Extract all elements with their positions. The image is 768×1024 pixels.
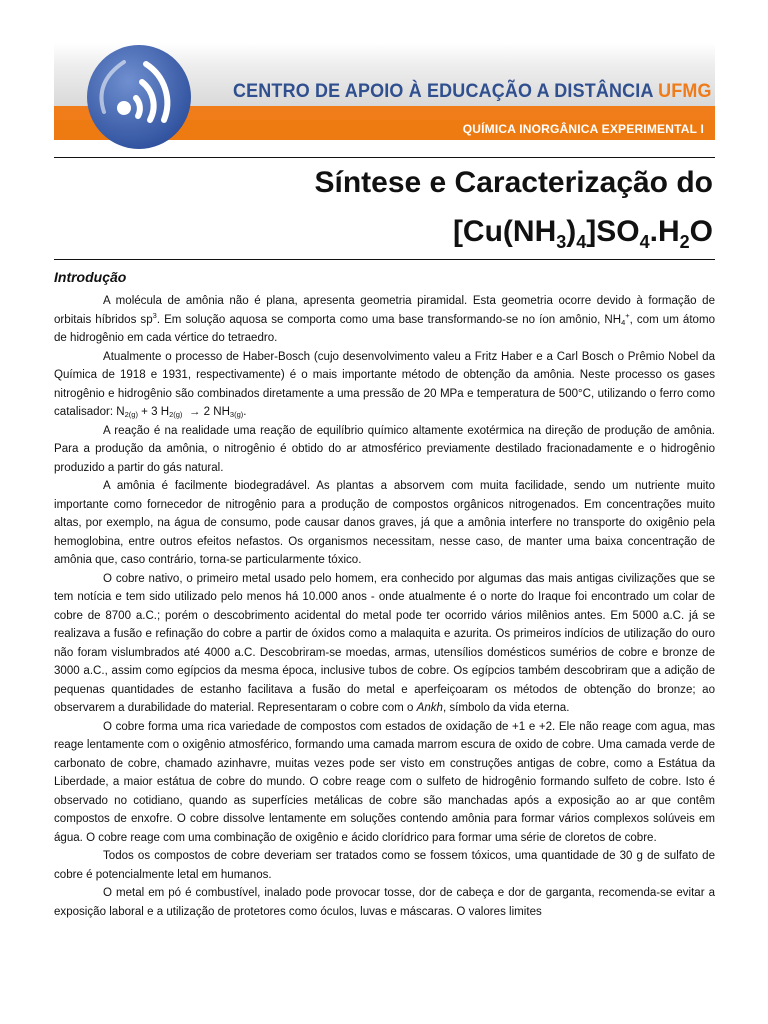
body-text [54,292,715,921]
paragraph-8: O metal em pó é combustível, inalado pode provocar tosse, dor de cabeça e dor de garganta, recomenda-se evitar a exposição laboral e a utilização de protetores como óculos, luvas e máscaras. O valores limites [54,887,715,918]
page-title-line1: Síntese e Caracterização do [314,166,713,199]
page-title-formula: $[Cu(NH_3)_4]SO_4.H_2O$ [452,215,713,252]
title-top-rule [54,157,715,158]
header-banner [0,0,768,160]
institution-accent: UFMG [658,80,712,102]
course-name: QUÍMICA INORGÂNICA EXPERIMENTAL I [462,122,704,136]
ufmg-logo-icon [84,42,194,152]
paragraph-1: A molécula de amônia não é plana, apresenta geometria piramidal. Esta geometria ocorre devido à formação de orbitais híbridos $sp^3$. Em solução aquosa se comporta como uma base transformando-se no íon amônio, $NH_4^+$, com um átomo de hidrogênio em cada vértice do tetraedro. [54,295,715,344]
paragraph-3: A reação é na realidade uma reação de equilíbrio químico altamente exotérmica na direção de produção de amônia. Para a produção da amônia, o nitrogênio é obtido do ar atmosférico previamente destilado fracionadamente e o hidrogênio produzido a partir do gás natural. [54,424,715,474]
reaction-arrow-icon: → [188,406,201,418]
paragraph-7: Todos os compostos de cobre deveriam ser tratados como se fossem tóxicos, uma quantidade de 30 g de sulfato de cobre é potencialmente letal em humanos. [54,850,715,881]
institution-title [233,80,712,103]
institution-main: CENTRO DE APOIO À EDUCAÇÃO A DISTÂNCIA [233,80,653,102]
section-heading-introducao: Introdução [54,269,127,285]
paragraph-2: Atualmente o processo de Haber-Bosch (cujo desenvolvimento valeu a Fritz Haber e a Carl Bosch o Prêmio Nobel da Química de 1918 e 1931, respectivamente) é o mais importante método de obtenção da amônia. Neste processo os gases nitrogênio e hidrogênio são combinados diretamente a uma pressão de 20 MPa e temperatura de 500°C, utilizando o ferro como catalisador: $N_{2(g)} + 3$ $H_{2(g)} \to 2$ $NH_{3(g)}$. [54,350,715,419]
paragraph-6: O cobre forma uma rica variedade de compostos com estados de oxidação de +1 e +2. Ele não reage com agua, mas reage lentamente com o oxigênio atmosférico, formando uma camada marrom escura de oxido de cobre. Uma camada verde de carbonato de cobre, chamado azinhavre, muitas vezes pode ser visto em construções antigas de cobre, como a Estátua da Liberdade, a maior estátua de cobre do mundo. O cobre reage com o sulfeto de hidrogênio formando sulfeto de cobre. Isto é observado no cotidiano, quando as superfícies metálicas de cobre são manchadas após a exposição ao ar que contêm compostos de enxofre. O cobre dissolve lentamente em soluções contendo amônia para formar vários complexos solúveis em água. O cobre reage com uma combinação de oxigênio e ácido clorídrico para formar uma série de cloretos de cobre. [54,720,715,844]
title-bottom-rule [54,259,715,260]
paragraph-5: O cobre nativo, o primeiro metal usado pelo homem, era conhecido por algumas das mais antigas civilizações que se tem notícia e tem sido utilizado pelo menos há 10.000 anos - onde atualmente é o norte do Iraque foi encontrado um colar de cobre de 8700 a.C.; porém o descobrimento acidental do metal pode ter ocorrido vários milênios antes. Em 5000 a.C. já se realizava a fusão e refinação do cobre a partir de óxidos como a malaquita e azurita. Os primeiros indícios de utilização do ouro não foram vislumbrados até 4000 a.C. Descobriram-se moedas, armas, utensílios domésticos sumérios de cobre e bronze de 3000 a.C., assim como egípcios da mesma época, inclusive tubos de cobre. Os egípcios também descobriram que a adição de pequenas quantidades de estanho facilitava a fusão do metal e aperfeiçoaram os métodos de obtenção do bronze; ao observarem a durabilidade do material. Representaram o cobre com o Ankh, símbolo da vida eterna. [54,572,715,714]
paragraph-4: A amônia é facilmente biodegradável. As plantas a absorvem com muita facilidade, sendo um nutriente muito importante como fornecedor de nitrogênio para a produção de compostos orgânicos nitrogenados. Em concentrações muito altas, por exemplo, na água de consumo, pode causar danos graves, já que a amônia interfere no transporte do oxigênio pela hemoglobina, entre outros efeitos nefastos. Os organismos necessitam, nesse caso, de manter uma baixa concentração de amônia que, caso contrário, torna-se particularmente tóxico. [54,480,715,566]
